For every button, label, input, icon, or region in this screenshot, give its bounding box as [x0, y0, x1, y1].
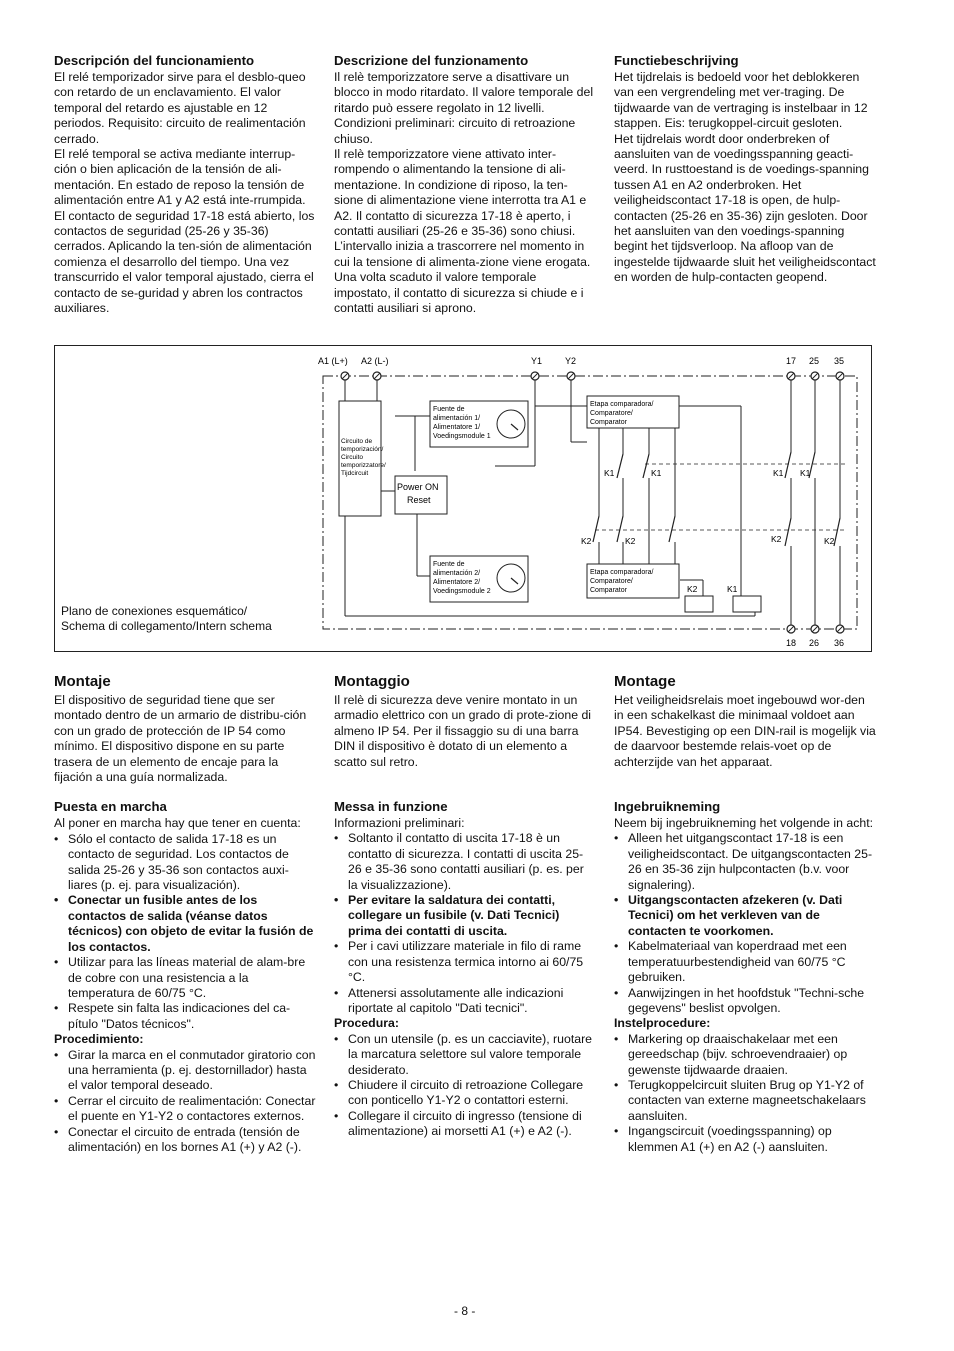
terminal-17-label: 17: [786, 356, 797, 366]
list-item: • Per i cavi utilizzare materiale in filo di rame con una resistenza termica intorno ai 60/75 °C.: [334, 939, 596, 985]
nl-montage-text: Het veiligheidsrelais moet ingebouwd wor-den in een schakelkast die minimaal voldoet aan IP54. Bevestiging op een DIN-rail is mogelijk via de daarvoor bestemde relais-voet op de achterzijde van het apparaat.: [614, 693, 876, 769]
cmp2-label-1: Etapa comparadora/: [590, 569, 654, 576]
list-item: • Con un utensile (p. es un cacciavite), ruotare la marcatura selettore sul valore temporale desiderato.: [334, 1032, 596, 1078]
list-item: • Terugkoppelcircuit sluiten Brug op Y1-Y2 of contacten van externe magneetschakelaars aansluiten.: [614, 1078, 876, 1124]
nl-description: [614, 53, 876, 286]
timing-label-1: Circuito de: [341, 438, 373, 445]
list-item: • Girar la marca en el conmutador giratorio con una herramienta (p. ej. destornillador) hasta el valor temporal deseado.: [54, 1048, 316, 1094]
contact-k2-label: K2: [771, 534, 782, 544]
ps1-label-2: alimentación 1/: [433, 415, 481, 422]
list-item: • Alleen het uitgangscontact 17-18 is een veiligheidscontact. De uitgangscontacten 25-26 en 35-36 zijn hulpcontacten (b.v. voor signalering).: [614, 831, 876, 893]
es-puesta-title: Puesta en marcha: [54, 799, 167, 815]
es-puesta-list: [54, 832, 316, 1032]
terminal-a2-label: A2 (L-): [361, 356, 389, 366]
contact-k2-label: K2: [824, 536, 835, 546]
it-description: [334, 53, 596, 317]
es-description-p2: El relé temporal se activa mediante interrup-ción o bien aplicación de la tensión de ali-mentación. En estado de reposo la tensión de alimentación entre A1 y A2 está inte-rrumpida. El contacto de seguridad 17-18 está abierto, los contactos de seguridad (25-26 y 35-36) cerrados. Aplicando la ten-sión de alimentación comienza el desarrollo del tiempo. Una vez transcurrido el valor temporal ajustado, cierra el contacto de se-guridad y abren los contractos auxiliares.: [54, 147, 315, 316]
es-description-p1: El relé temporizador sirve para el desblo-queo con retardo de un enclavamiento. El valor temporal del retardo es ajustable en 12 periodos. Requisito: circuito de realimentación cerrado.: [54, 70, 306, 146]
it-montaggio-text: Il relè di sicurezza deve venire montato in un armadio elettrico con un grado di prote-zione di almeno IP 54. Per il fissaggio su di una barra DIN il dispositivo è dotato di un elemento a scatto sul retro.: [334, 693, 592, 769]
contact-k1-label: K1: [604, 468, 615, 478]
nl-ingebruik-intro: Neem bij ingebruikneming het volgende in acht:: [614, 816, 874, 831]
terminal-y2-label: Y2: [565, 356, 577, 366]
timing-label-3: Circuito: [341, 454, 364, 461]
cmp2-label-3: Comparator: [590, 587, 627, 594]
es-montaje-title: Montaje: [54, 673, 111, 690]
timing-label-5: Tijdcircuit: [341, 470, 369, 477]
contact-k1-label: K1: [651, 468, 662, 478]
list-item: • Sólo el contacto de salida 17-18 es un contacto de seguridad. Los contactos de salida 25-26 y 35-36 son contactos auxi-liares (p. ej. para visualización).: [54, 832, 316, 894]
nl-ingebruik-list: [614, 831, 876, 1016]
it-messa-title: Messa in funzione: [334, 799, 448, 815]
it-description-p2: Il relè temporizzatore viene attivato inter-rompendo o alimentando la tensione di ali-mentazione. In condizione di riposo, la ten-sione di alimentazione viene interrotta tra A1 e A2. Il contatto di sicurezza 17-18 è aperto, i contatti ausiliari (25-26 e 35-36) sono chiusi. L’intervallo inizia a trascorrere nel momento in cui la tensione di alimenta-zione viene erogata. Una volta scaduto il valore temporale impostato, il contatto di sicurezza si chiude e i contatti ausiliari si aprono.: [334, 147, 591, 316]
reset-label: Reset: [407, 495, 431, 505]
nl-ingebruik-title: Ingebruikneming: [614, 799, 721, 815]
list-item: • Ingangscircuit (voedingsspanning) op klemmen A1 (+) en A2 (-) aansluiten.: [614, 1124, 876, 1155]
coil-k2-label: K2: [687, 584, 698, 594]
ps2-label-4: Voedingsmodule 2: [433, 588, 491, 595]
ps2-label-2: alimentación 2/: [433, 570, 481, 577]
it-lower: [334, 673, 596, 1140]
it-proc-title: Procedura:: [334, 1016, 399, 1031]
cmp1-label-3: Comparator: [590, 419, 627, 426]
it-messa-list: [334, 831, 596, 1016]
schematic-caption: [61, 604, 272, 634]
terminal-36-label: 36: [834, 638, 845, 648]
es-proc-title: Procedimiento:: [54, 1032, 144, 1047]
list-item: • Aanwijzingen in het hoofdstuk "Techni-sche gegevens" beslist opvolgen.: [614, 986, 876, 1017]
es-proc-list: [54, 1048, 316, 1156]
schematic-caption-line-1: Plano de conexiones esquemático/: [61, 604, 248, 618]
it-montaggio-title: Montaggio: [334, 673, 410, 690]
list-item: • Collegare il circuito di ingresso (tensione di alimentazione) ai morsetti A1 (+) e A2 (-).: [334, 1109, 596, 1140]
nl-lower: [614, 673, 876, 1155]
relay-coil-k1: [733, 596, 761, 612]
list-item: • Uitgangscontacten afzekeren (v. Dati Tecnici) om het verkleven van de contacten te voorkomen.: [614, 893, 876, 939]
cmp1-label-1: Etapa comparadora/: [590, 401, 654, 408]
terminal-y1-label: Y1: [531, 356, 543, 366]
it-description-p1: Il relè temporizzatore serve a disattivare un blocco in modo ritardato. Il valore temporale del ritardo può essere regolato in 12 livelli. Condizioni preliminari: circuito di retroazione chiuso.: [334, 70, 594, 146]
list-item: • Utilizar para las líneas material de alam-bre de cobre con una resistencia a la temperatura de 60/75 °C.: [54, 955, 316, 1001]
es-description: [54, 53, 316, 317]
contact-k1-label: K1: [800, 468, 811, 478]
list-item: • Attenersi assolutamente alle indicazioni riportate al capitolo "Dati tecnici".: [334, 986, 596, 1017]
schematic-caption-line-2: Schema di collegamento/Intern schema: [61, 619, 272, 633]
ps1-label-3: Alimentatore 1/: [433, 424, 481, 431]
timing-label-4: temporizzatore/: [341, 462, 386, 469]
ps2-label-1: Fuente de: [433, 561, 465, 568]
list-item: • Soltanto il contatto di uscita 17-18 è un contatto di sicurezza. I contatti di uscita 25-26 e 35-36 sono contatti ausiliari (p. es. per la visualizzazione).: [334, 831, 596, 893]
timing-label-2: temporización/: [341, 446, 384, 453]
ps2-label-3: Alimentatore 2/: [433, 579, 481, 586]
terminal-a1-label: A1 (L+): [318, 356, 348, 366]
list-item: • Per evitare la saldatura dei contatti, collegare un fusibile (v. Dati Tecnici) prima dei contatti di uscita.: [334, 893, 596, 939]
es-puesta-intro: Al poner en marcha hay que tener en cuenta:: [54, 816, 301, 831]
relay-coil-k2: [685, 596, 713, 612]
es-lower: [54, 673, 316, 1155]
es-montaje-text: El dispositivo de seguridad tiene que ser montado dentro de un armario de distribu-ción con un grado de protección de IP 54 como mínimo. El dispositivo dispone en su parte trasera de un elemento de encaje para la fijación a una guía normalizada.: [54, 693, 307, 785]
coil-k1-label: K1: [727, 584, 738, 594]
terminal-26-label: 26: [809, 638, 820, 648]
list-item: • Conectar el circuito de entrada (tensión de alimentación) en los bornes A1 (+) y A2 (-).: [54, 1125, 316, 1156]
cmp2-label-2: Comparatore/: [590, 578, 633, 585]
nl-description-p2: Het tijdrelais wordt door onderbreken of aansluiten van de voedingsspanning geacti-veerd. In rusttoestand is de voedings-spanning tussen A1 en A2 onderbroken. Het veiligheidscontact 17-18 is open, de hulp-contacten (25-26 en 35-36) zijn gesloten. Door het aansluiten van den voedings-spanning begint het tijdsverloop. Na afloop van de ingestelde tijdwaarde sluit het veiligheidscontact en worden de hulp-contacten geopend.: [614, 131, 876, 285]
ps1-label-1: Fuente de: [433, 406, 465, 413]
contact-k1-label: K1: [773, 468, 784, 478]
page-number: - 8 -: [454, 1304, 476, 1318]
contact-k2-label: K2: [581, 536, 592, 546]
list-item: • Cerrar el circuito de realimentación: Conectar el puente en Y1-Y2 o contactores externos.: [54, 1094, 316, 1125]
nl-description-p1: Het tijdrelais is bedoeld voor het deblokkeren van een vergrendeling met ver-traging. De tijdwaarde van de vertraging is instelbaar in 12 stappen. Eis: terugkoppel-circuit gesloten.: [614, 70, 868, 131]
terminal-25-label: 25: [809, 356, 820, 366]
list-item: • Respete sin falta las indicaciones del ca-pítulo "Datos técnicos".: [54, 1001, 316, 1032]
contact-k2-label: K2: [625, 536, 636, 546]
it-messa-intro: Informazioni preliminari:: [334, 816, 465, 831]
nl-montage-title: Montage: [614, 673, 676, 690]
cmp1-label-2: Comparatore/: [590, 410, 633, 417]
ps1-label-4: Voedingsmodule 1: [433, 433, 491, 440]
terminal-35-label: 35: [834, 356, 845, 366]
nl-proc-title: Instelprocedure:: [614, 1016, 711, 1031]
list-item: • Chiudere il circuito di retroazione Collegare con ponticello Y1-Y2 o contattori esterni.: [334, 1078, 596, 1109]
es-description-title: Descripción del funcionamiento: [54, 53, 255, 68]
it-proc-list: [334, 1032, 596, 1140]
power-on-label: Power ON: [397, 482, 439, 492]
nl-description-title: Functiebeschrijving: [614, 53, 739, 68]
list-item: • Markering op draaischakelaar met een gereedschap (bijv. schroevendraaier) op gewenste tijdwaarde draaien.: [614, 1032, 876, 1078]
nl-proc-list: [614, 1032, 876, 1155]
wiring-schematic: [54, 345, 872, 652]
list-item: • Conectar un fusible antes de los contactos de salida (véanse datos técnicos) con objeto de evitar la fusión de los contactos.: [54, 893, 316, 955]
list-item: • Kabelmateriaal van koperdraad met een temperatuurbestendigheid van 60/75 °C gebruiken.: [614, 939, 876, 985]
it-description-title: Descrizione del funzionamento: [334, 53, 529, 68]
terminal-18-label: 18: [786, 638, 797, 648]
